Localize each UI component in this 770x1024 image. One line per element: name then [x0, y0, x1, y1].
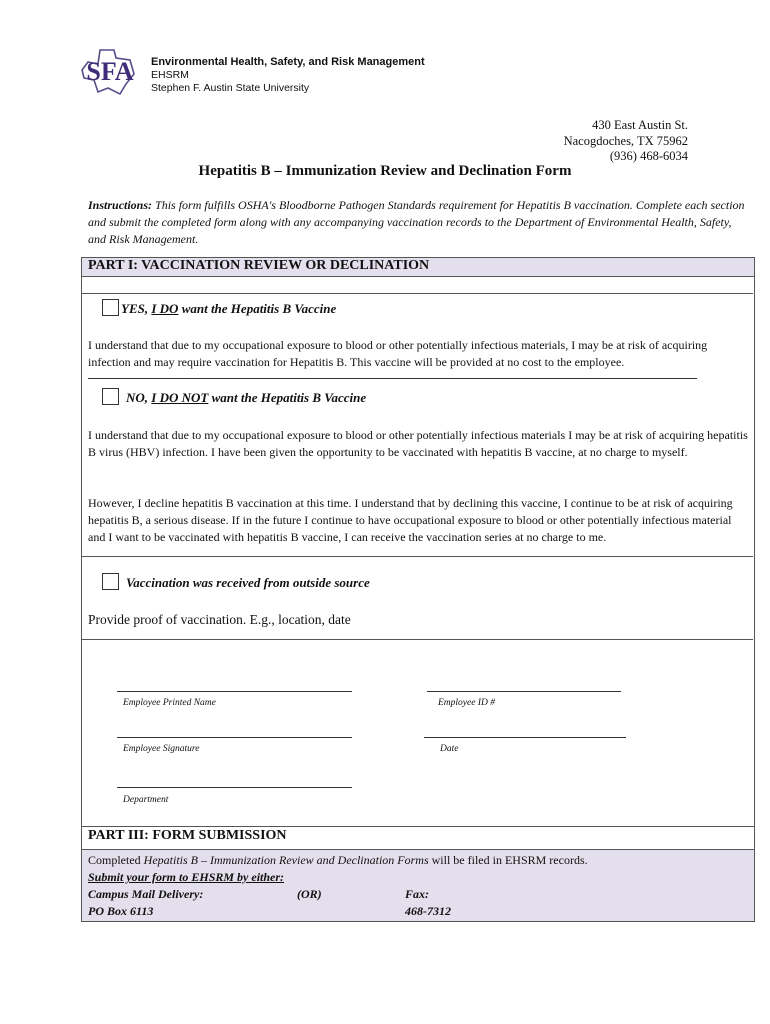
- outside-source-label: Vaccination was received from outside source: [126, 575, 370, 590]
- divider: [81, 293, 753, 294]
- yes-text: I understand that due to my occupational exposure to blood or other potentially infectious materials, I may be at risk of acquiring infection and may require vaccination for Hepatitis B. This vaccine will be provided at no cost to the employee.: [88, 338, 708, 369]
- proof-of-vaccination-label: Provide proof of vaccination. E.g., location, date: [88, 612, 351, 627]
- instructions-text: This form fulfills OSHA's Bloodborne Pathogen Standards requirement for Hepatitis B vaccination. Complete each section and submit the completed form along with any accompanying vaccination records to the Department of Environmental Health, Safety, and Risk Management.: [88, 198, 745, 246]
- address-street: 430 East Austin St.: [592, 118, 688, 132]
- no-checkbox[interactable]: [102, 388, 119, 405]
- address-block: [564, 118, 688, 165]
- org-name: Environmental Health, Safety, and Risk Management: [151, 56, 425, 68]
- fax-number: 468-7312: [405, 904, 451, 918]
- divider: [88, 378, 697, 379]
- part3-body: [81, 849, 755, 922]
- page-title: Hepatitis B – Immunization Review and Declination Form: [198, 163, 572, 179]
- department-line[interactable]: [117, 787, 352, 788]
- date-line[interactable]: [424, 737, 626, 738]
- printed-name-caption: Employee Printed Name: [123, 698, 216, 708]
- no-text-2: However, I decline hepatitis B vaccination at this time. I understand that by declining this vaccine, I continue to be at risk of acquiring hepatitis B, a serious disease. If in the future I continue to have occupational exposure to blood or other potentially infectious material and I want to be vaccinated with hepatitis B vaccine, I can receive the vaccination series at no charge to me.: [88, 496, 733, 544]
- no-option-label: NO, I DO NOT want the Hepatitis B Vaccine: [126, 390, 367, 405]
- dept-name: EHSRM: [151, 69, 189, 81]
- employee-id-line[interactable]: [427, 691, 621, 692]
- org-header: [151, 56, 425, 95]
- department-caption: Department: [123, 795, 169, 805]
- svg-text:SFA: SFA: [86, 57, 134, 86]
- sfa-logo: [80, 44, 140, 98]
- employee-id-caption: Employee ID #: [438, 698, 495, 708]
- divider: [81, 639, 753, 640]
- part3-heading-band: [81, 826, 755, 850]
- address-phone: (936) 468-6034: [609, 149, 688, 163]
- no-text-1: I understand that due to my occupational exposure to blood or other potentially infectious materials I may be at risk of acquiring hepatitis B virus (HBV) infection. I have been given the opportunity to be vaccinated with hepatitis B vaccine, at no charge to myself.: [88, 428, 748, 459]
- po-box: PO Box 6113: [88, 904, 154, 918]
- campus-mail-label: Campus Mail Delivery:: [88, 887, 204, 901]
- date-caption: Date: [440, 744, 459, 754]
- part1-heading: PART I: VACCINATION REVIEW OR DECLINATION: [88, 258, 430, 273]
- or-label: (OR): [297, 887, 322, 901]
- part3-filing-note: Completed Hepatitis B – Immunization Review and Declination Forms will be filed in EHSRM records.: [88, 853, 588, 867]
- part3-submit-instruction: Submit your form to EHSRM by either:: [88, 870, 285, 884]
- part1-heading-band: [81, 257, 755, 277]
- fax-label: Fax:: [405, 887, 429, 901]
- outside-source-checkbox[interactable]: [102, 573, 119, 590]
- yes-checkbox[interactable]: [102, 299, 119, 316]
- address-city: Nacogdoches, TX 75962: [563, 133, 688, 148]
- university-name: Stephen F. Austin State University: [151, 82, 310, 94]
- signature-caption: Employee Signature: [123, 744, 200, 754]
- instructions-label: Instructions:: [88, 198, 153, 212]
- divider: [81, 556, 753, 557]
- signature-line[interactable]: [117, 737, 352, 738]
- yes-option-label: YES, I DO want the Hepatitis B Vaccine: [121, 301, 337, 316]
- printed-name-line[interactable]: [117, 691, 352, 692]
- part3-heading: PART III: FORM SUBMISSION: [88, 828, 287, 843]
- instructions: [88, 197, 748, 248]
